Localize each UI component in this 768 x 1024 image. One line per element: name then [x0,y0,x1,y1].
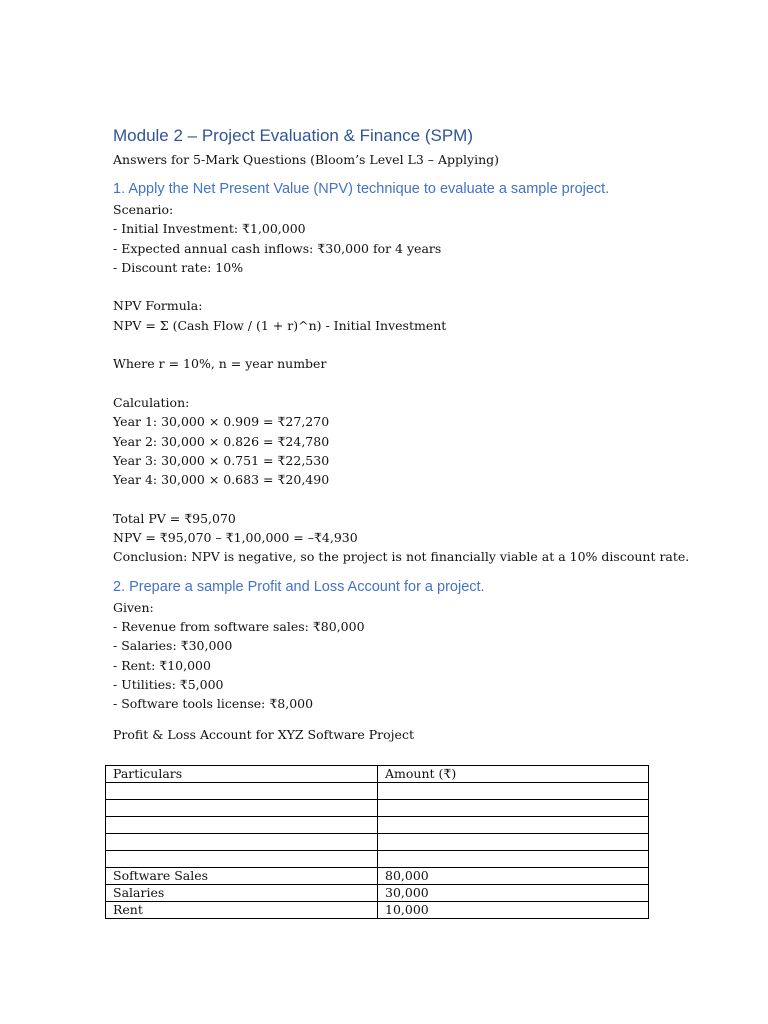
given-item: - Software tools license: ₹8,000 [113,696,314,712]
table-cell [106,783,378,800]
table-cell [106,834,378,851]
table-row [106,885,649,902]
table-row [106,902,649,919]
spacer [113,489,673,508]
scenario-item: - Expected annual cash inflows: ₹30,000 for 4 years [113,240,442,256]
table-cell [378,800,649,817]
spacer [113,335,673,354]
spacer [113,277,673,296]
module-title: Module 2 – Project Evaluation & Finance (SPM) [113,126,474,145]
table-row [106,817,649,834]
total-pv: Total PV = ₹95,070 [113,510,236,526]
table-cell: 10,000 [378,902,649,919]
table-cell [378,817,649,834]
table-cell: 80,000 [378,868,649,885]
table-cell [106,817,378,834]
table-header-row [106,766,649,783]
scenario-label: Scenario: [113,202,174,217]
calculation-year: Year 4: 30,000 × 0.683 = ₹20,490 [113,472,330,488]
given-item: - Utilities: ₹5,000 [113,676,224,692]
given-item: - Revenue from software sales: ₹80,000 [113,618,365,634]
table-cell [378,834,649,851]
table-cell: Rent [106,902,378,919]
table-caption: Profit & Loss Account for XYZ Software Project [113,727,414,743]
formula-where: Where r = 10%, n = year number [113,356,327,372]
column-header: Amount (₹) [378,766,649,783]
profit-loss-table [105,765,649,919]
calculation-year: Year 1: 30,000 × 0.909 = ₹27,270 [113,414,330,430]
column-header: Particulars [106,766,378,783]
table-cell [106,851,378,868]
table-row [106,783,649,800]
table-cell: Software Sales [106,868,378,885]
spacer [113,374,673,393]
table-cell [378,783,649,800]
table-cell: Salaries [106,885,378,902]
scenario-item: - Discount rate: 10% [113,259,244,275]
table-row [106,868,649,885]
question-2-heading: 2. Prepare a sample Profit and Loss Account for a project. [113,578,485,595]
table-row [106,834,649,851]
scenario-item: - Initial Investment: ₹1,00,000 [113,221,306,237]
calculation-label: Calculation: [113,394,190,410]
given-label: Given: [113,599,154,615]
question-1-heading: 1. Apply the Net Present Value (NPV) technique to evaluate a sample project. [113,181,610,197]
calculation-year: Year 2: 30,000 × 0.826 = ₹24,780 [113,433,330,449]
conclusion: Conclusion: NPV is negative, so the project is not financially viable at a 10% discount rate. [113,549,690,565]
calculation-year: Year 3: 30,000 × 0.751 = ₹22,530 [113,452,330,468]
table-cell [106,800,378,817]
table-row [106,800,649,817]
npv-result: NPV = ₹95,070 – ₹1,00,000 = –₹4,930 [113,530,358,546]
npv-formula: NPV = Σ (Cash Flow / (1 + r)^n) - Initial Investment [113,317,447,333]
table-row [106,851,649,868]
formula-label: NPV Formula: [113,298,203,314]
given-item: - Salaries: ₹30,000 [113,638,233,654]
table-cell: 30,000 [378,885,649,902]
table-cell [378,851,649,868]
given-item: - Rent: ₹10,000 [113,657,211,673]
document-content [113,124,690,744]
module-subtitle: Answers for 5-Mark Questions (Bloom’s Level L3 – Applying) [113,152,500,167]
